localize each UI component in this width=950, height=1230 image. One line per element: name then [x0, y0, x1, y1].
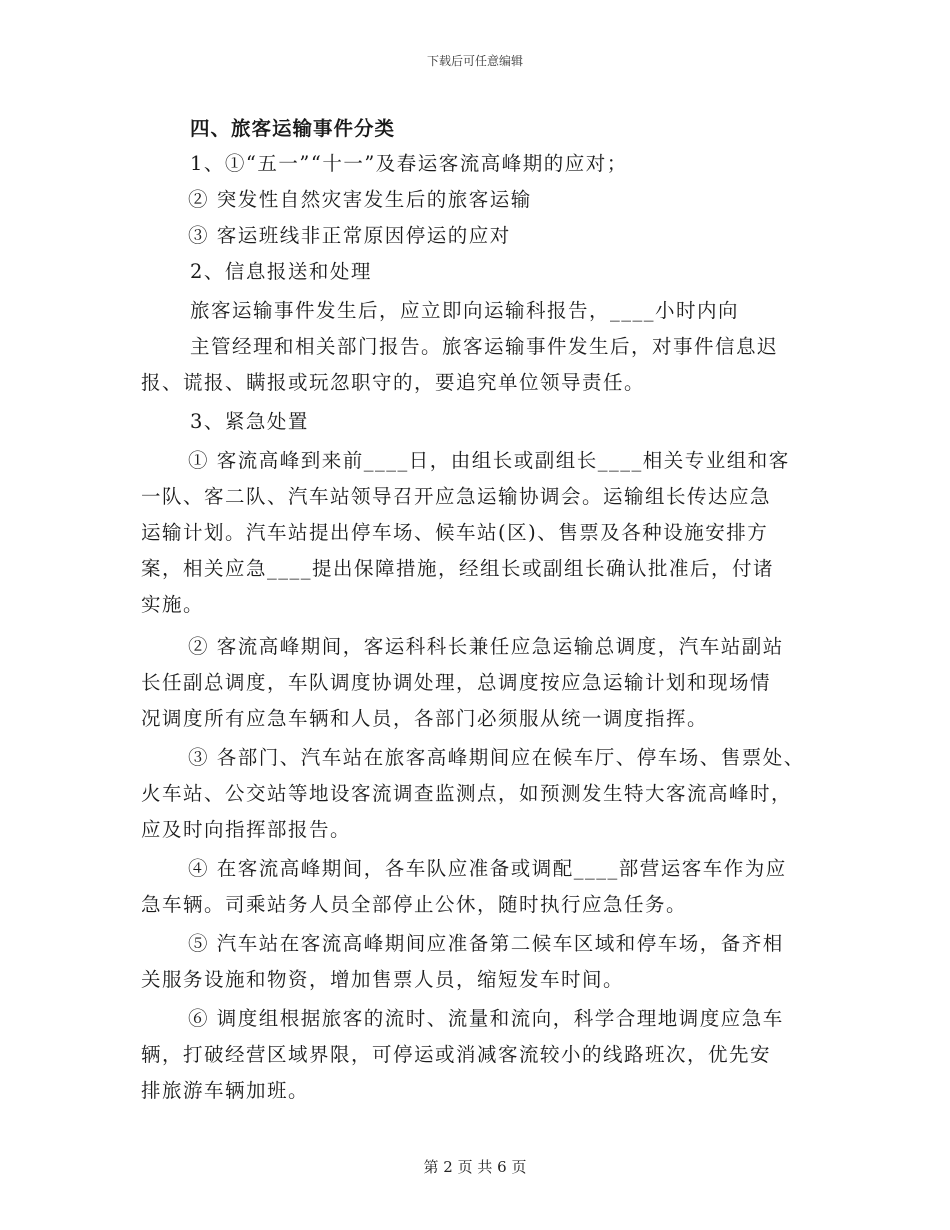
paragraph-line: 旅客运输事件发生后，应立即向运输科报告，____小时内向 [190, 299, 740, 322]
section-heading: 四、旅客运输事件分类 [190, 117, 396, 140]
paragraph-line: 一队、客二队、汽车站领导召开应急运输协调会。运输组长传达应急 [141, 485, 772, 508]
paragraph-line: ④ 在客流高峰期间，各车队应准备或调配____部营运客车作为应 [188, 857, 787, 880]
paragraph-line: 案，相关应急____提出保障措施，经组长或副组长确认批准后，付诸 [141, 557, 775, 580]
list-item-3: ③ 客运班线非正常原因停运的应对 [188, 224, 511, 247]
paragraph-line: 应及时向指挥部报告。 [141, 818, 352, 841]
paragraph-line: ⑥ 调度组根据旅客的流时、流量和流向，科学合理地调度应急车 [188, 1007, 784, 1030]
page-footer: 第 2 页 共 6 页 [423, 1158, 527, 1176]
page-header: 下载后可任意编辑 [426, 54, 523, 68]
paragraph-line: 实施。 [141, 593, 205, 616]
paragraph-line: 主管经理和相关部门报告。旅客运输事件发生后，对事件信息迟 [190, 335, 779, 358]
paragraph-line: 火车站、公交站等地设客流调查监测点，如预测发生特大客流高峰时， [141, 782, 793, 805]
paragraph-line: 报、谎报、瞒报或玩忽职守的，要追究单位领导责任。 [141, 371, 646, 394]
paragraph-line: 运输计划。汽车站提出停车场、候车站(区)、售票及各种设施安排方 [141, 521, 769, 544]
paragraph-line: ③ 各部门、汽车站在旅客高峰期间应在候车厅、停车场、售票处、 [188, 746, 805, 769]
subheading-emergency: 3、紧急处置 [190, 410, 309, 433]
paragraph-line: ① 客流高峰到来前____日，由组长或副组长____相关专业组和客 [188, 449, 790, 472]
paragraph-line: ⑤ 汽车站在客流高峰期间应准备第二候车区域和停车场，备齐相 [188, 932, 784, 955]
subheading-info-report: 2、信息报送和处理 [190, 260, 372, 283]
paragraph-line: 况调度所有应急车辆和人员，各部门必须服从统一调度指挥。 [141, 707, 709, 730]
paragraph-line: 排旅游车辆加班。 [141, 1079, 310, 1102]
paragraph-line: 辆，打破经营区域界限，可停运或消减客流较小的线路班次，优先安 [141, 1043, 772, 1066]
paragraph-line: 长任副总调度，车队调度协调处理，总调度按应急运输计划和现场情 [141, 671, 772, 694]
paragraph-line: 急车辆。司乘站务人员全部停止公休，随时执行应急任务。 [141, 893, 688, 916]
list-item-1: 1、①“五一”“十一”及春运客流高峰期的应对； [190, 152, 628, 175]
paragraph-line: ② 客流高峰期间，客运科科长兼任应急运输总调度，汽车站副站 [188, 635, 784, 658]
list-item-2: ② 突发性自然灾害发生后的旅客运输 [188, 188, 532, 211]
paragraph-line: 关服务设施和物资，增加售票人员，缩短发车时间。 [141, 968, 625, 991]
